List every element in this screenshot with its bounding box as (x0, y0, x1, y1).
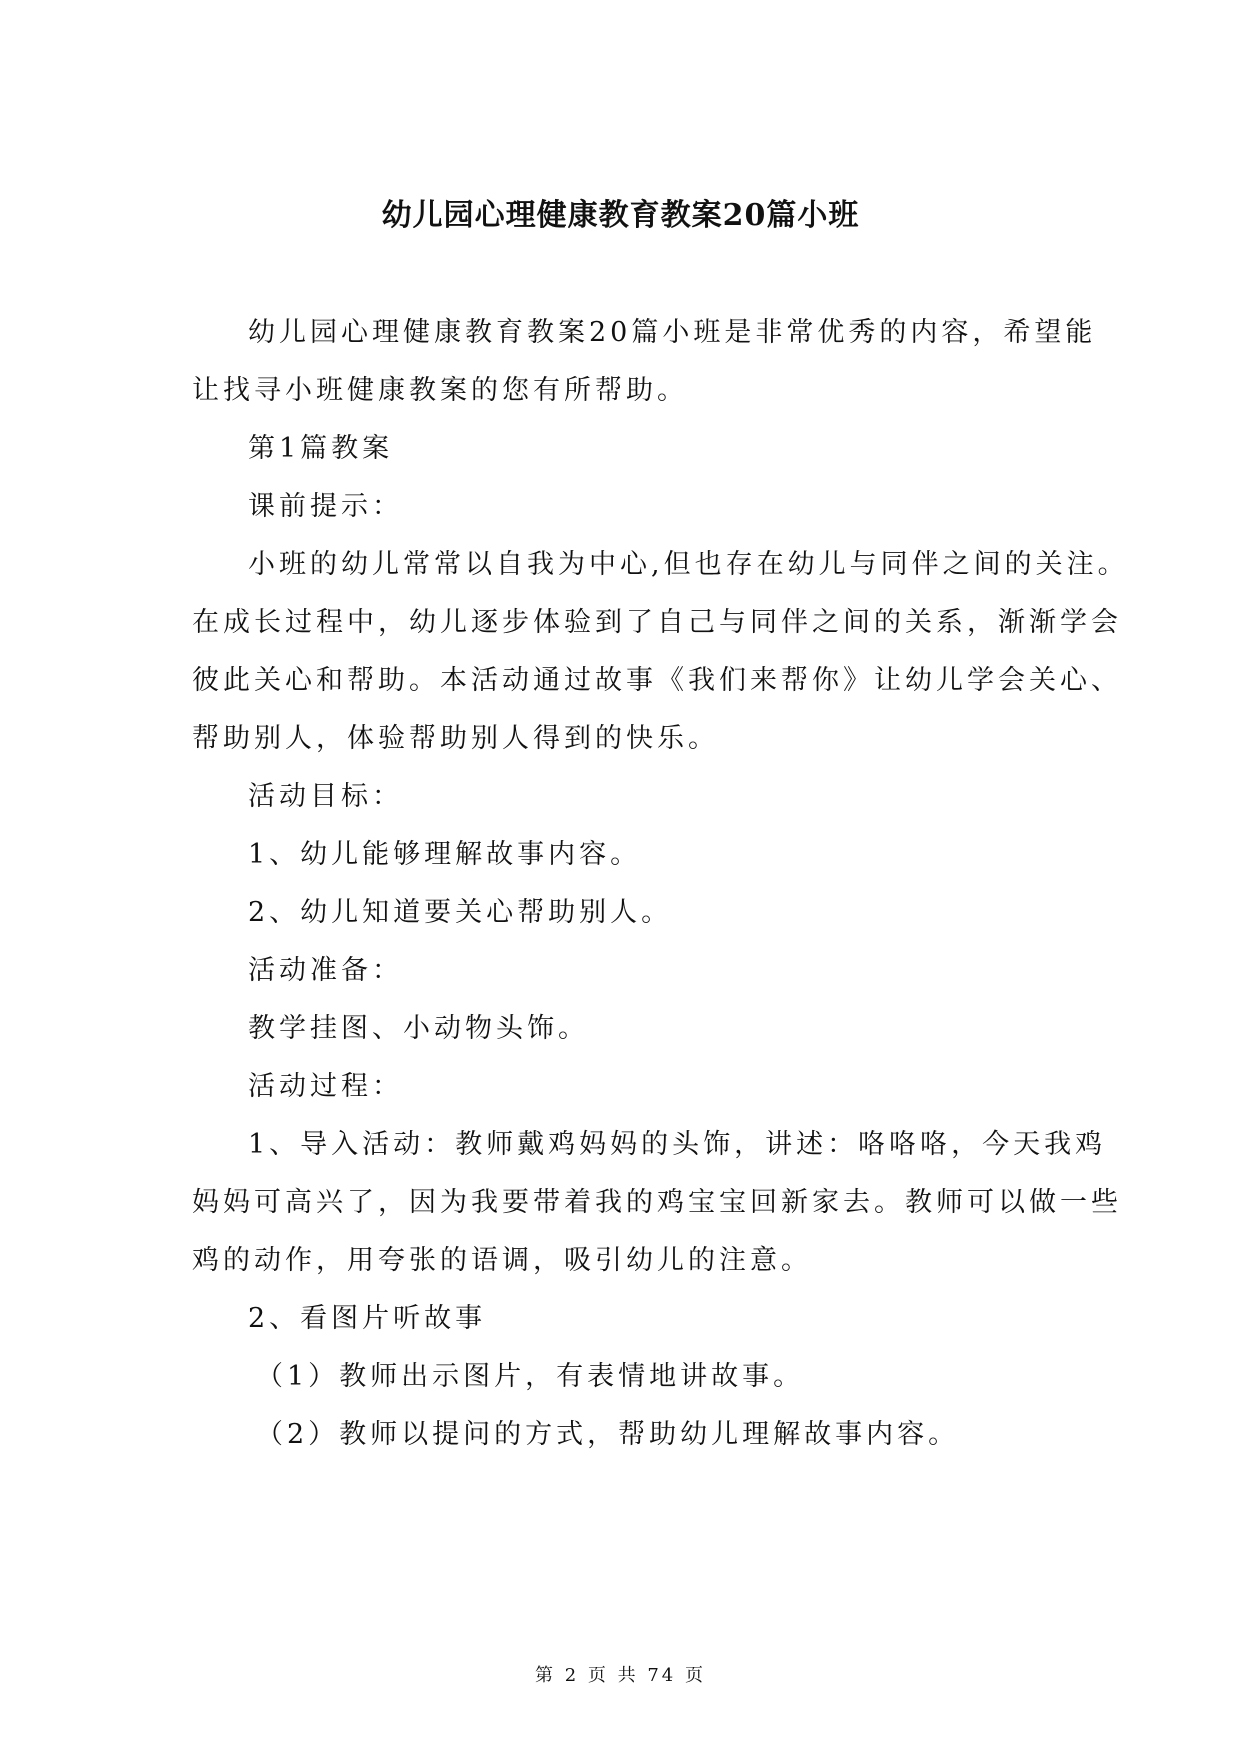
paragraph-line: 幼儿园心理健康教育教案20篇小班是非常优秀的内容，希望能 (248, 317, 1097, 348)
page-footer: 第 2 页 共 74 页 (535, 1665, 706, 1686)
paragraph-line: 鸡的动作，用夸张的语调，吸引幼儿的注意。 (192, 1245, 812, 1276)
section-heading: 课前提示： (248, 491, 403, 522)
section-heading: 第1篇教案 (248, 433, 394, 464)
paragraph-line: 在成长过程中，幼儿逐步体验到了自己与同伴之间的关系，渐渐学会 (192, 607, 1122, 638)
list-item: 2、幼儿知道要关心帮助别人。 (248, 897, 673, 928)
document-title: 幼儿园心理健康教育教案20篇小班 (381, 198, 860, 233)
paragraph-line: 帮助别人，体验帮助别人得到的快乐。 (192, 723, 719, 754)
section-heading: 活动过程： (248, 1071, 403, 1102)
list-item: 1、幼儿能够理解故事内容。 (248, 839, 642, 870)
paragraph-line: 教学挂图、小动物头饰。 (248, 1013, 589, 1044)
paragraph-line: 彼此关心和帮助。本活动通过故事《我们来帮你》让幼儿学会关心、 (192, 665, 1122, 696)
paragraph-line: 小班的幼儿常常以自我为中心,但也存在幼儿与同伴之间的关注。 (248, 549, 1129, 580)
list-item: 2、看图片听故事 (248, 1303, 487, 1334)
section-heading: 活动准备： (248, 955, 403, 986)
list-item: （1）教师出示图片，有表情地讲故事。 (256, 1361, 805, 1392)
list-item: （2）教师以提问的方式，帮助幼儿理解故事内容。 (256, 1419, 960, 1450)
section-heading: 活动目标： (248, 781, 403, 812)
paragraph-line: 让找寻小班健康教案的您有所帮助。 (192, 375, 688, 406)
paragraph-line: 妈妈可高兴了，因为我要带着我的鸡宝宝回新家去。教师可以做一些 (192, 1187, 1122, 1218)
list-item: 1、导入活动：教师戴鸡妈妈的头饰，讲述：咯咯咯，今天我鸡 (248, 1129, 1107, 1160)
